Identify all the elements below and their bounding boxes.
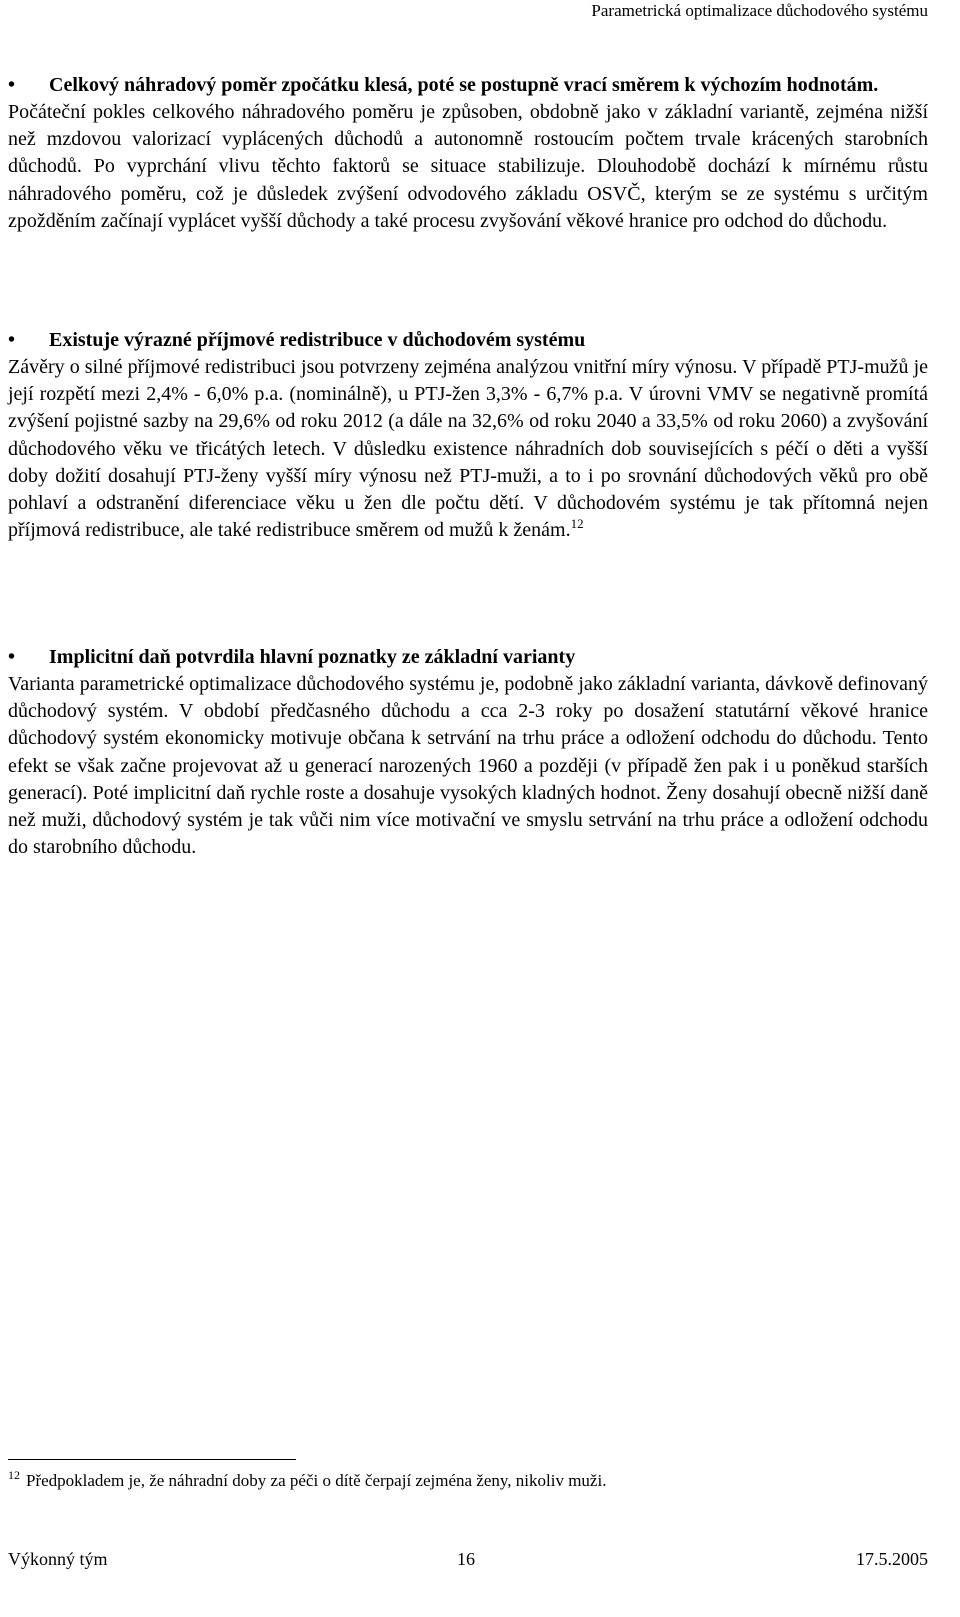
section-heading bbox=[8, 327, 928, 354]
heading-text: Implicitní daň potvrdila hlavní poznatky ze základní varianty bbox=[49, 646, 576, 668]
bullet-icon: • bbox=[8, 329, 16, 351]
heading-text: Existuje výrazné příjmové redistribuce v důchodovém systému bbox=[49, 329, 586, 351]
heading-text: Celkový náhradový poměr zpočátku klesá, poté se postupně vrací směrem k výchozím hodnotám. bbox=[49, 74, 879, 96]
section-implicit-tax bbox=[8, 644, 928, 861]
footnote-text: Předpokladem je, že náhradní doby za péči o dítě čerpají zejména ženy, nikoliv muži. bbox=[26, 1471, 607, 1490]
section-heading bbox=[8, 72, 928, 99]
footnote-number: 12 bbox=[8, 1468, 20, 1482]
footer-author: Výkonný tým bbox=[8, 1549, 108, 1569]
section-heading bbox=[8, 644, 928, 671]
section-body bbox=[8, 354, 928, 544]
section-replacement-ratio bbox=[8, 72, 928, 235]
running-header: Parametrická optimalizace důchodového systému bbox=[591, 1, 928, 20]
footnote bbox=[8, 1470, 928, 1492]
section-redistribution bbox=[8, 327, 928, 544]
footnote-reference[interactable]: 12 bbox=[570, 516, 584, 532]
footnote-separator bbox=[8, 1459, 296, 1460]
bullet-icon: • bbox=[8, 74, 16, 96]
body-text: Závěry o silné příjmové redistribuci jsou potvrzeny zejména analýzou vnitřní míry výnosu. V případě PTJ-mužů je její rozpětí mezi 2,4% - 6,0% p.a. (nominálně), u PTJ-žen 3,3% - 6,7% p.a. V úrovni VMV se negativně promítá zvýšení pojistné sazby na 29,6% od roku 2012 (a dále na 32,6% od roku 2040 a 33,5% od roku 2060) a zvyšování důchodového věku ve třicátých letech. V důsledku existence náhradních dob souvisejících s péčí o děti a vyšší doby dožití dosahují PTJ-ženy vyšší míry výnosu než PTJ-muži, a to i po srovnání důchodových věků pro obě pohlaví a odstranění diferenciace věku u žen dle počtu dětí. V důchodovém systému je tak přítomná nejen příjmová redistribuce, ale také redistribuce směrem od mužů k ženám. bbox=[8, 356, 928, 542]
section-body: Počáteční pokles celkového náhradového poměru je způsoben, obdobně jako v základní variantě, zejména nižší než mzdovou valorizací vyplácených důchodů a autonomně rostoucím počtem trvale krácených starobních důchodů. Po vyprchání vlivu těchto faktorů se situace stabilizuje. Dlouhodobě dochází k mírnému růstu náhradového poměru, což je důsledek zvýšení odvodového základu OSVČ, kterým se ze systému s určitým zpožděním začínají vyplácet vyšší důchody a také procesu zvyšování věkové hranice pro odchod do důchodu. bbox=[8, 101, 928, 232]
footer-date: 17.5.2005 bbox=[856, 1549, 928, 1569]
bullet-icon: • bbox=[8, 646, 16, 668]
section-body: Varianta parametrické optimalizace důchodového systému je, podobně jako základní varianta, dávkově definovaný důchodový systém. V období předčasného důchodu a cca 2-3 roky po dosažení statutární věkové hranice důchodový systém ekonomicky motivuje občana k setrvání na trhu práce a odložení odchodu do důchodu. Tento efekt se však začne projevovat až u generací narozených 1960 a později (v případě žen pak i u poněkud starších generací). Poté implicitní daň rychle roste a dosahuje vysokých kladných hodnot. Ženy dosahují obecně nižší daně než muži, důchodový systém je tak vůči nim více motivační ve smyslu setrvání na trhu práce a odložení odchodu do starobního důchodu. bbox=[8, 673, 928, 859]
page-footer bbox=[8, 1546, 928, 1572]
page-number: 16 bbox=[457, 1549, 475, 1569]
